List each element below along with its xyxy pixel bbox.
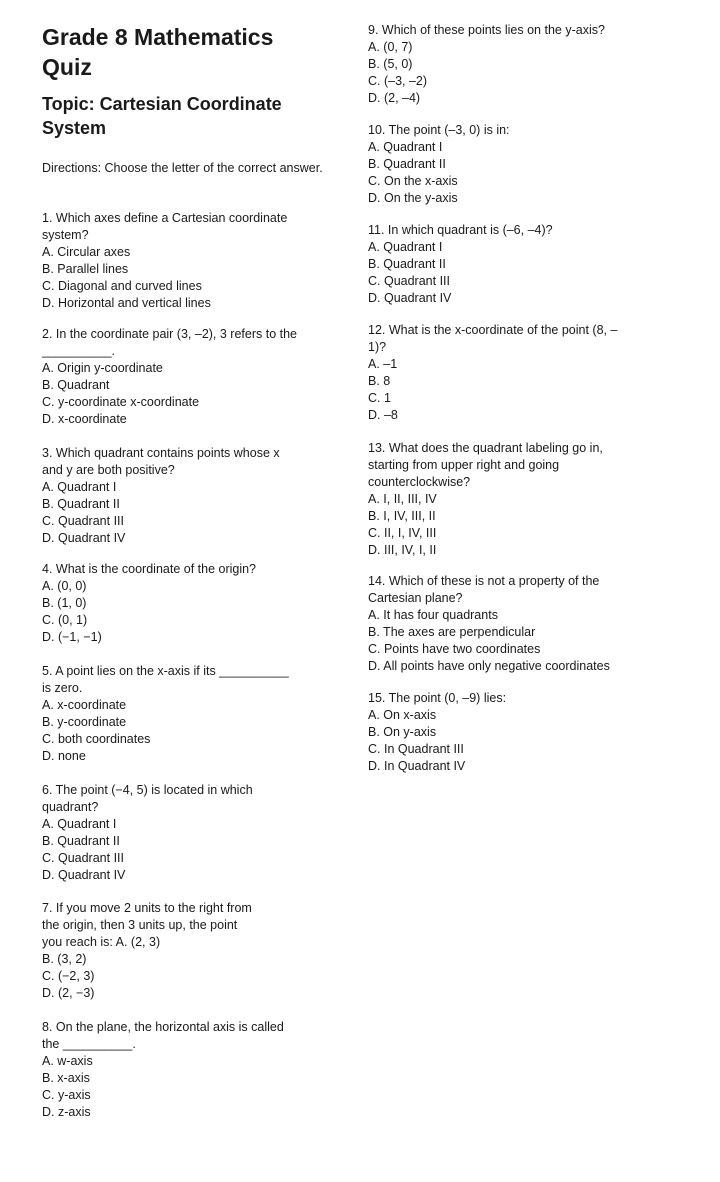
answer-option: D. (−1, −1) bbox=[42, 630, 102, 644]
answer-option: C. (−2, 3) bbox=[42, 969, 95, 983]
answer-option: A. Quadrant I bbox=[42, 817, 117, 831]
answer-option: A. Origin y-coordinate bbox=[42, 361, 163, 375]
question-text: 2. In the coordinate pair (3, –2), 3 refers to the bbox=[42, 327, 298, 341]
question-3 bbox=[42, 445, 280, 547]
quiz-topic: Topic: Cartesian Coordinate System bbox=[42, 94, 282, 138]
answer-option: D. x-coordinate bbox=[42, 412, 127, 426]
quiz-title: Grade 8 Mathematics Quiz bbox=[42, 24, 274, 80]
answer-option: D. Horizontal and vertical lines bbox=[42, 296, 211, 310]
answer-option: B. (3, 2) bbox=[42, 952, 87, 966]
question-text: __________. bbox=[42, 344, 115, 358]
answer-option: A. Circular axes bbox=[42, 245, 131, 259]
question-9 bbox=[368, 22, 605, 107]
question-text: 3. Which quadrant contains points whose x bbox=[42, 446, 280, 460]
answer-option: D. (2, −3) bbox=[42, 986, 95, 1000]
question-13 bbox=[368, 440, 603, 559]
question-text: system? bbox=[42, 228, 89, 242]
answer-option: A. (0, 7) bbox=[368, 40, 413, 54]
answer-option: B. (5, 0) bbox=[368, 57, 413, 71]
question-text: 12. What is the x-coordinate of the point (8, – bbox=[368, 323, 618, 337]
answer-option: B. Quadrant II bbox=[368, 257, 446, 271]
answer-option: C. Points have two coordinates bbox=[368, 642, 541, 656]
answer-option: A. It has four quadrants bbox=[368, 608, 498, 622]
answer-option: D. All points have only negative coordinates bbox=[368, 659, 610, 673]
answer-option: C. y-coordinate x-coordinate bbox=[42, 395, 200, 409]
answer-option: B. 8 bbox=[368, 374, 391, 388]
question-text: and y are both positive? bbox=[42, 463, 175, 477]
question-12 bbox=[368, 322, 617, 424]
answer-option: C. Quadrant III bbox=[42, 851, 124, 865]
answer-option: C. 1 bbox=[368, 391, 391, 405]
answer-option: C. Quadrant III bbox=[42, 514, 124, 528]
answer-option: A. On x-axis bbox=[368, 708, 437, 722]
answer-option: D. z-axis bbox=[42, 1105, 91, 1119]
answer-option: B. On y-axis bbox=[368, 725, 437, 739]
answer-option: B. Quadrant II bbox=[42, 497, 120, 511]
directions: Directions: Choose the letter of the correct answer. bbox=[42, 161, 323, 175]
answer-option: B. I, IV, III, II bbox=[368, 509, 436, 523]
question-text: 14. Which of these is not a property of the bbox=[368, 574, 600, 588]
question-text: 5. A point lies on the x-axis if its __________ bbox=[42, 664, 289, 678]
answer-option: C. II, I, IV, III bbox=[368, 526, 437, 540]
answer-option: D. In Quadrant IV bbox=[368, 759, 466, 773]
question-text: 8. On the plane, the horizontal axis is called bbox=[42, 1020, 284, 1034]
answer-option: A. I, II, III, IV bbox=[368, 492, 437, 506]
question-text: 15. The point (0, –9) lies: bbox=[368, 691, 507, 705]
question-6 bbox=[42, 782, 253, 884]
answer-option: D. On the y-axis bbox=[368, 191, 458, 205]
answer-option: A. w-axis bbox=[42, 1054, 93, 1068]
question-text: 9. Which of these points lies on the y-axis? bbox=[368, 23, 605, 37]
question-10 bbox=[368, 122, 510, 207]
question-7 bbox=[42, 900, 252, 1002]
answer-option: C. Diagonal and curved lines bbox=[42, 279, 202, 293]
question-5 bbox=[42, 663, 289, 765]
question-1 bbox=[42, 210, 287, 312]
answer-option: D. Quadrant IV bbox=[368, 291, 452, 305]
answer-option: A. –1 bbox=[368, 357, 398, 371]
answer-option: A. Quadrant I bbox=[42, 480, 117, 494]
answer-option: B. Parallel lines bbox=[42, 262, 129, 276]
question-text: the __________. bbox=[42, 1037, 136, 1051]
answer-option: A. (0, 0) bbox=[42, 579, 87, 593]
answer-option: C. Quadrant III bbox=[368, 274, 450, 288]
question-15 bbox=[368, 690, 506, 775]
question-text: 11. In which quadrant is (–6, –4)? bbox=[368, 223, 553, 237]
question-text: counterclockwise? bbox=[368, 475, 471, 489]
question-text: 6. The point (−4, 5) is located in which bbox=[42, 783, 253, 797]
answer-option: C. y-axis bbox=[42, 1088, 91, 1102]
answer-option: B. (1, 0) bbox=[42, 596, 87, 610]
answer-option: B. x-axis bbox=[42, 1071, 90, 1085]
answer-option: D. Quadrant IV bbox=[42, 868, 126, 882]
answer-option: A. Quadrant I bbox=[368, 240, 443, 254]
answer-option: C. (–3, –2) bbox=[368, 74, 428, 88]
answer-option: A. x-coordinate bbox=[42, 698, 127, 712]
question-11 bbox=[368, 222, 553, 307]
answer-option: D. (2, –4) bbox=[368, 91, 421, 105]
answer-option: B. Quadrant bbox=[42, 378, 110, 392]
answer-option: C. In Quadrant III bbox=[368, 742, 464, 756]
answer-option: B. Quadrant II bbox=[42, 834, 120, 848]
question-text: 1. Which axes define a Cartesian coordinate bbox=[42, 211, 288, 225]
answer-option: D. none bbox=[42, 749, 86, 763]
answer-option: C. (0, 1) bbox=[42, 613, 88, 627]
question-8 bbox=[42, 1019, 284, 1121]
question-text: 4. What is the coordinate of the origin? bbox=[42, 562, 257, 576]
answer-option: D. III, IV, I, II bbox=[368, 543, 437, 557]
question-2 bbox=[42, 326, 297, 428]
question-text: quadrant? bbox=[42, 800, 99, 814]
answer-option: D. Quadrant IV bbox=[42, 531, 126, 545]
question-text: is zero. bbox=[42, 681, 83, 695]
question-text: Cartesian plane? bbox=[368, 591, 463, 605]
answer-option: C. both coordinates bbox=[42, 732, 151, 746]
question-text: starting from upper right and going bbox=[368, 458, 560, 472]
answer-option: C. On the x-axis bbox=[368, 174, 458, 188]
question-4 bbox=[42, 561, 256, 646]
question-text: you reach is: A. (2, 3) bbox=[42, 935, 161, 949]
question-text: 1)? bbox=[368, 340, 387, 354]
question-text: 10. The point (–3, 0) is in: bbox=[368, 123, 510, 137]
question-14 bbox=[368, 573, 610, 675]
answer-option: B. The axes are perpendicular bbox=[368, 625, 536, 639]
answer-option: A. Quadrant I bbox=[368, 140, 443, 154]
answer-option: D. –8 bbox=[368, 408, 398, 422]
answer-option: B. Quadrant II bbox=[368, 157, 446, 171]
answer-option: B. y-coordinate bbox=[42, 715, 127, 729]
question-text: the origin, then 3 units up, the point bbox=[42, 918, 238, 932]
question-text: 7. If you move 2 units to the right from bbox=[42, 901, 252, 915]
question-text: 13. What does the quadrant labeling go in, bbox=[368, 441, 603, 455]
